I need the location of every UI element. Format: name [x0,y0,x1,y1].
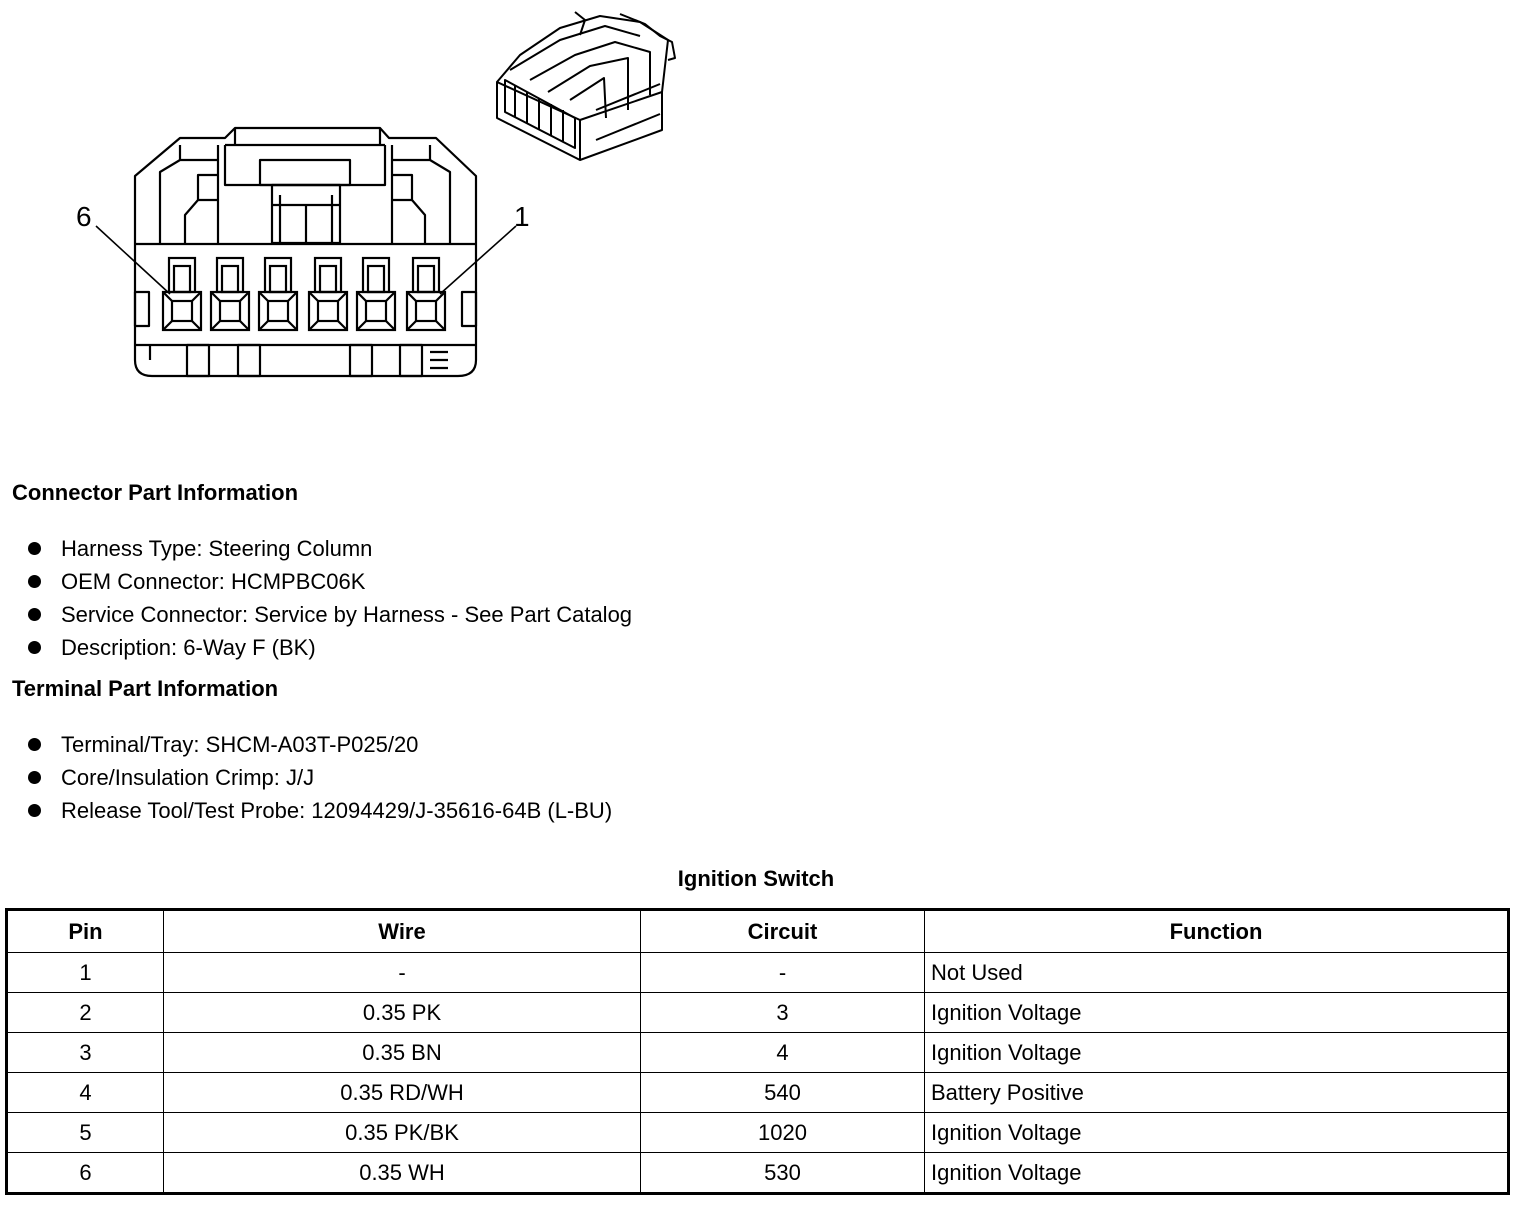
function-cell: Ignition Voltage [925,1113,1509,1153]
connector-isometric-view [497,12,675,160]
list-item: Core/Insulation Crimp: J/J [28,761,612,794]
wire-cell: 0.35 BN [164,1033,641,1073]
pin-label-6: 6 [76,201,92,232]
list-item: Release Tool/Test Probe: 12094429/J-35616-64B (L-BU) [28,794,612,827]
column-header-function: Function [925,910,1509,953]
circuit-cell: 530 [641,1153,925,1194]
table-row [7,953,1509,993]
wire-cell: - [164,953,641,993]
table-row [7,993,1509,1033]
bullet-icon [28,575,41,588]
pin-cell: 1 [7,953,164,993]
column-header-circuit: Circuit [641,910,925,953]
list-item: Service Connector: Service by Harness - See Part Catalog [28,598,632,631]
table-header-row [7,910,1509,953]
pin-cavity-1 [407,258,445,330]
circuit-cell: 1020 [641,1113,925,1153]
table-row [7,1113,1509,1153]
pin-cavity-2 [357,258,395,330]
pinout-table [5,908,1510,1195]
bullet-icon [28,771,41,784]
function-cell: Battery Positive [925,1073,1509,1113]
pin-cell: 4 [7,1073,164,1113]
table-title: Ignition Switch [677,866,835,891]
wire-cell: 0.35 PK/BK [164,1113,641,1153]
bullet-icon [28,542,41,555]
pin-1-leader [440,226,516,294]
bullet-icon [28,738,41,751]
terminal-info-list [28,728,612,827]
terminal-info-title: Terminal Part Information [12,676,279,701]
connector-diagram [0,0,720,400]
function-cell: Ignition Voltage [925,993,1509,1033]
list-item: Terminal/Tray: SHCM-A03T-P025/20 [28,728,612,761]
list-item: OEM Connector: HCMPBC06K [28,565,632,598]
function-cell: Ignition Voltage [925,1033,1509,1073]
list-item: Harness Type: Steering Column [28,532,632,565]
connector-info-title: Connector Part Information [12,480,299,505]
connector-body-outline [135,128,476,376]
column-header-pin: Pin [7,910,164,953]
pin-label-1: 1 [514,201,530,232]
bullet-icon [28,641,41,654]
pin-cavity-6 [163,258,201,330]
pin-cavity-5 [211,258,249,330]
connector-info-list [28,532,632,664]
function-cell: Ignition Voltage [925,1153,1509,1194]
pin-cell: 3 [7,1033,164,1073]
column-header-wire: Wire [164,910,641,953]
table-row [7,1153,1509,1194]
connector-top-cap [225,145,385,185]
wire-cell: 0.35 PK [164,993,641,1033]
list-item: Description: 6-Way F (BK) [28,631,632,664]
circuit-cell: - [641,953,925,993]
pin-cavity-3 [309,258,347,330]
connector-cavities [163,258,445,330]
table-row [7,1073,1509,1113]
circuit-cell: 4 [641,1033,925,1073]
pin-cell: 2 [7,993,164,1033]
wire-cell: 0.35 WH [164,1153,641,1194]
bullet-icon [28,804,41,817]
wire-cell: 0.35 RD/WH [164,1073,641,1113]
pin-cavity-4 [259,258,297,330]
bullet-icon [28,608,41,621]
pin-cell: 5 [7,1113,164,1153]
circuit-cell: 540 [641,1073,925,1113]
function-cell: Not Used [925,953,1509,993]
circuit-cell: 3 [641,993,925,1033]
pin-cell: 6 [7,1153,164,1194]
table-row [7,1033,1509,1073]
